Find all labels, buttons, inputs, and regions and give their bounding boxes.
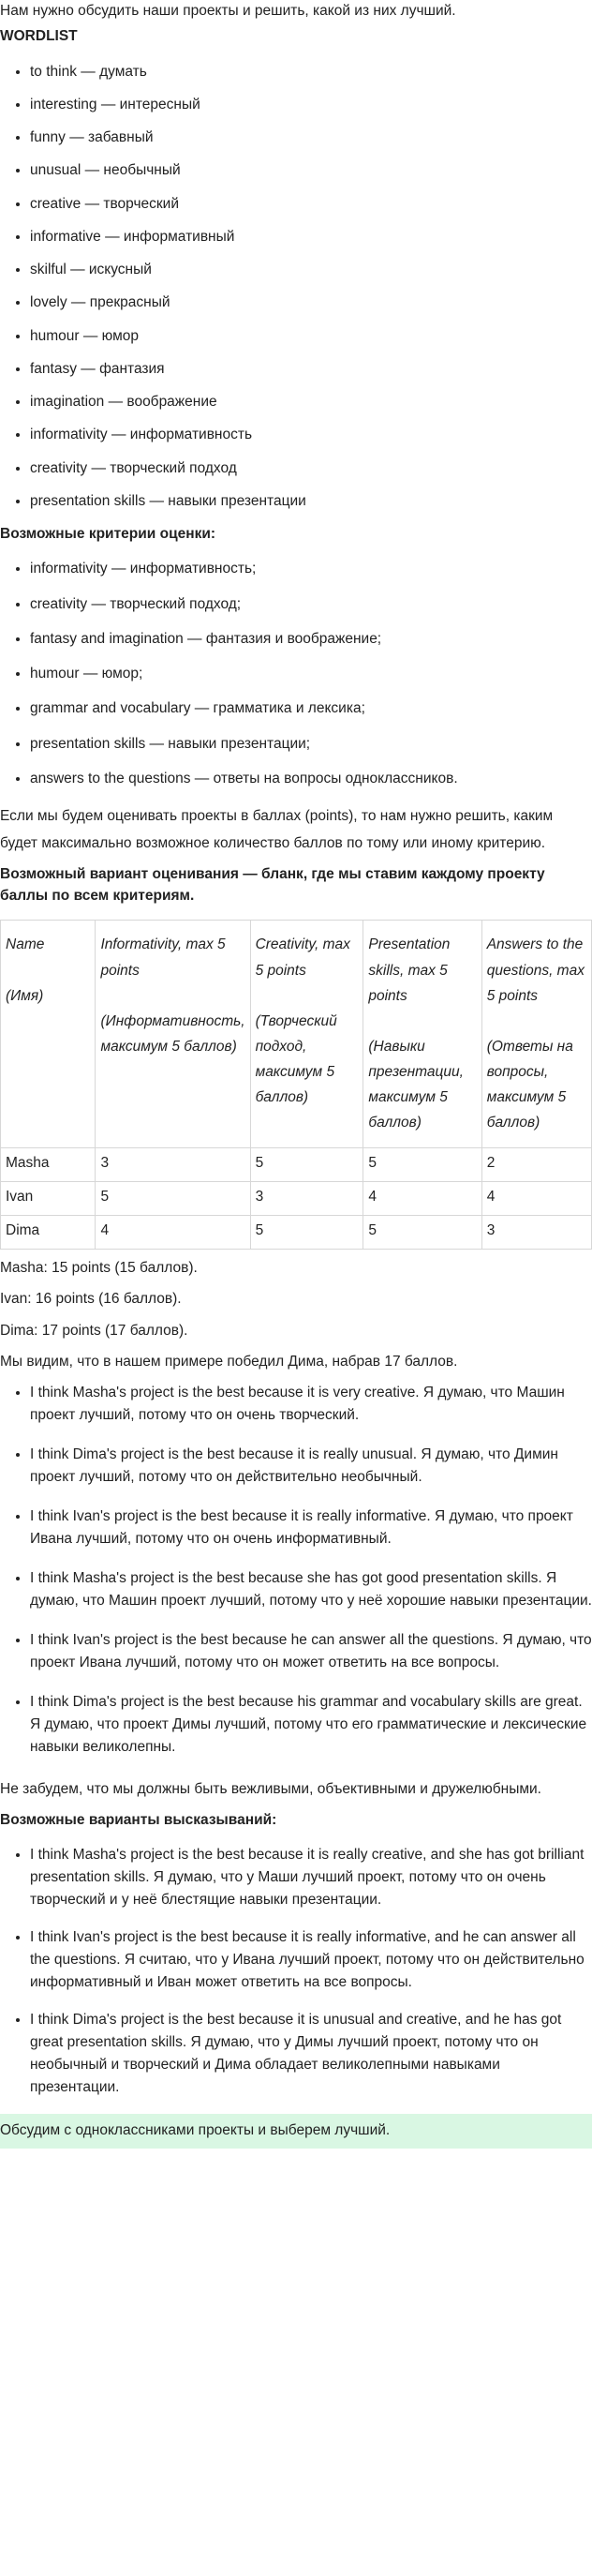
- score-masha: Masha: 15 points (15 баллов).: [0, 1260, 198, 1277]
- table-row: [1, 1148, 592, 1182]
- list-item: • I think Ivan's project is the best because it is really informative. Я думаю, что проект Ивана лучший, потому что он очень информативный.: [30, 1505, 592, 1550]
- list-item: • creative — творческий: [30, 193, 592, 215]
- phrases-list: [0, 1844, 592, 2099]
- header-text-ru: (Творческий подход, максимум 5 баллов): [255, 1012, 337, 1106]
- header-name-en: Name: [6, 936, 45, 953]
- header-answers: [481, 921, 591, 1148]
- list-item: • skilful — искусный: [30, 259, 592, 280]
- task-bar: [0, 2114, 592, 2149]
- cell-score: 4: [363, 1182, 481, 1216]
- list-item: • interesting — интересный: [30, 94, 592, 115]
- cell-score: 5: [96, 1182, 250, 1216]
- wordlist-heading: WORDLIST: [0, 28, 78, 45]
- politeness-note: Не забудем, что мы должны быть вежливыми, объективными и дружелюбными.: [0, 1781, 541, 1798]
- list-item: • imagination — воображение: [30, 391, 592, 412]
- list-item: • I think Ivan's project is the best because he can answer all the questions. Я думаю, что проект Ивана лучший, потому что он может ответить на все вопросы.: [30, 1629, 592, 1674]
- cell-score: 5: [250, 1148, 363, 1182]
- list-item: • I think Dima's project is the best because it is really unusual. Я думаю, что Димин проект лучший, потому что он действительно необычный.: [30, 1444, 592, 1489]
- cell-name: Masha: [1, 1148, 96, 1182]
- grades-table: [0, 920, 592, 1250]
- table-header-row: [1, 921, 592, 1148]
- list-item: • funny — забавный: [30, 127, 592, 148]
- verdicts-list: [0, 1382, 592, 1759]
- score-ivan: Ivan: 16 points (16 баллов).: [0, 1291, 182, 1308]
- list-item: • lovely — прекрасный: [30, 292, 592, 313]
- list-item: • humour — юмор: [30, 325, 592, 347]
- list-item: • creativity — творческий подход;: [30, 593, 592, 615]
- cell-score: 3: [481, 1216, 591, 1250]
- header-text: Answers to the questions, max 5 points: [486, 936, 585, 1004]
- header-text-ru: (Навыки презентации, максимум 5 баллов): [368, 1038, 464, 1131]
- header-informativity: [96, 921, 250, 1148]
- cell-score: 3: [250, 1182, 363, 1216]
- list-item: • humour — юмор;: [30, 663, 592, 684]
- cell-score: 4: [96, 1216, 250, 1250]
- list-item: • presentation skills — навыки презентации;: [30, 733, 592, 755]
- points-note: Если мы будем оценивать проекты в баллах (points), то нам нужно решить, каким будет максимально возможное количество баллов по тому или иному критерию.: [0, 808, 554, 852]
- header-text: Presentation skills, max 5 points: [368, 936, 451, 1004]
- score-dima: Dima: 17 points (17 баллов).: [0, 1322, 188, 1339]
- cell-name: Dima: [1, 1216, 96, 1250]
- criteria-list: [0, 558, 592, 789]
- list-item: • answers to the questions — ответы на вопросы одноклассников.: [30, 768, 592, 789]
- table-row: [1, 1216, 592, 1250]
- list-item: • fantasy and imagination — фантазия и воображение;: [30, 628, 592, 650]
- task-text: Обсудим с одноклассниками проекты и выберем лучший.: [0, 2122, 391, 2139]
- list-item: • to think — думать: [30, 61, 592, 82]
- list-item: • fantasy — фантазия: [30, 358, 592, 380]
- winner-text: Мы видим, что в нашем примере победил Дима, набрав 17 баллов.: [0, 1353, 458, 1370]
- list-item: • I think Dima's project is the best because it is unusual and creative, and he has got great presentation skills. Я думаю, что у Димы лучший проект, потому что он необычный и творческий и Дима обладает великолепными навыками презентации.: [30, 2009, 592, 2099]
- cell-score: 2: [481, 1148, 591, 1182]
- list-item: • I think Masha's project is the best because she has got good presentation skills. Я думаю, что Машин проект лучший, потому что у неё хорошие навыки презентации.: [30, 1567, 592, 1612]
- list-item: • informativity — информативность: [30, 424, 592, 445]
- header-text-ru: (Ответы на вопросы, максимум 5 баллов): [486, 1038, 573, 1131]
- cell-score: 5: [363, 1216, 481, 1250]
- cell-score: 5: [250, 1216, 363, 1250]
- header-text: Informativity, max 5 points: [100, 936, 226, 979]
- header-name-ru: (Имя): [6, 987, 44, 1004]
- list-item: • creativity — творческий подход: [30, 457, 592, 479]
- list-item: • presentation skills — навыки презентации: [30, 490, 592, 512]
- cell-name: Ivan: [1, 1182, 96, 1216]
- cell-score: 3: [96, 1148, 250, 1182]
- header-text: Creativity, max 5 points: [255, 936, 350, 979]
- header-name: [1, 921, 96, 1148]
- list-item: • grammar and vocabulary — грамматика и лексика;: [30, 697, 592, 719]
- intro-text: Нам нужно обсудить наши проекты и решить, какой из них лучший.: [0, 3, 456, 19]
- list-item: • unusual — необычный: [30, 159, 592, 181]
- list-item: • I think Dima's project is the best because his grammar and vocabulary skills are great. Я думаю, что проект Димы лучший, потому что его грамматические и лексические навыки великолепны.: [30, 1691, 592, 1759]
- phrases-heading: Возможные варианты высказываний:: [0, 1811, 277, 1828]
- header-text-ru: (Информативность, максимум 5 баллов): [100, 1012, 245, 1055]
- list-item: • I think Masha's project is the best because it is really creative, and she has got brilliant presentation skills. Я думаю, что у Маши лучший проект, потому что он очень творческий и у неё блестящие навыки презентации.: [30, 1844, 592, 1911]
- list-item: • informative — информативный: [30, 226, 592, 247]
- header-creativity: [250, 921, 363, 1148]
- list-item: • I think Ivan's project is the best because it is really informative, and he can answer all the questions. Я считаю, что у Ивана лучший проект, потому что он действительно информативный и Иван может ответить на все вопросы.: [30, 1926, 592, 1994]
- criteria-heading: Возможные критерии оценки:: [0, 526, 216, 542]
- table-heading: Возможный вариант оценивания — бланк, где мы ставим каждому проекту баллы по всем критериям.: [0, 865, 545, 905]
- cell-score: 5: [363, 1148, 481, 1182]
- wordlist: [0, 61, 592, 513]
- cell-score: 4: [481, 1182, 591, 1216]
- table-row: [1, 1182, 592, 1216]
- header-presentation: [363, 921, 481, 1148]
- list-item: • informativity — информативность;: [30, 558, 592, 579]
- list-item: • I think Masha's project is the best because it is very creative. Я думаю, что Машин проект лучший, потому что он очень творческий.: [30, 1382, 592, 1427]
